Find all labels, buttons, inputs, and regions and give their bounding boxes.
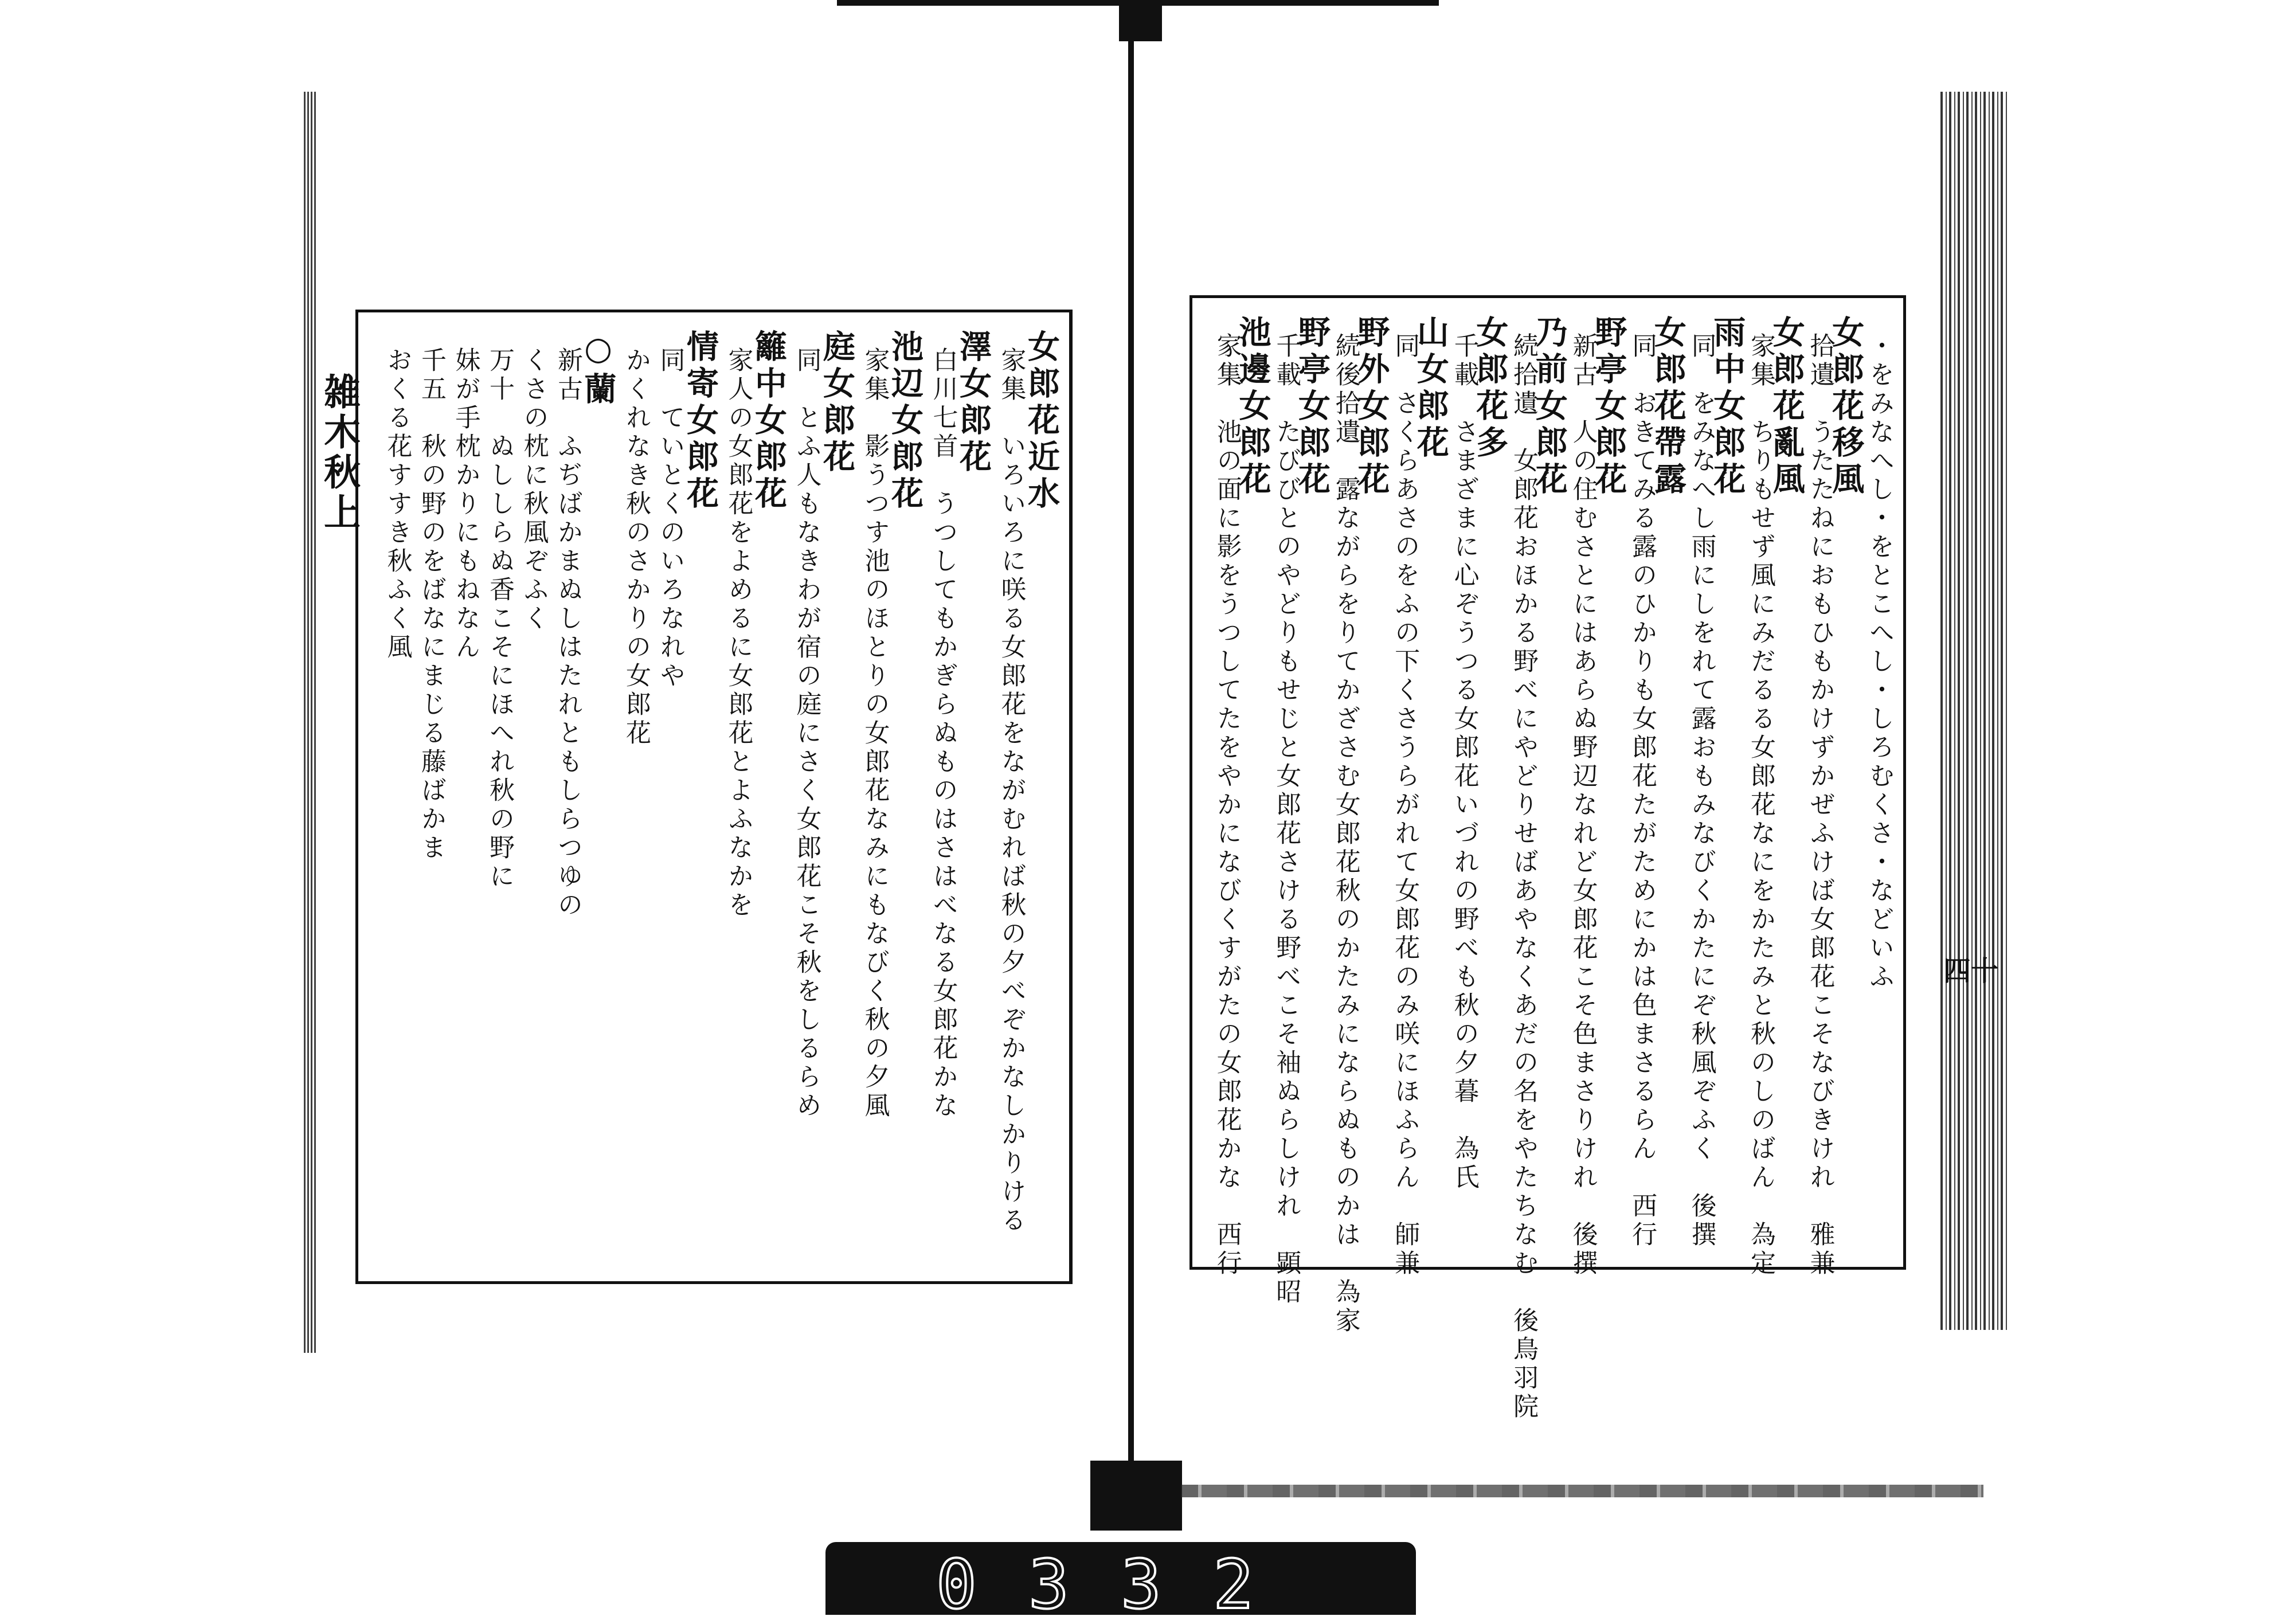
left_page-heading-2: 澤女郎花: [954, 330, 992, 476]
right_page-heading-7: 女郎花帶露: [1649, 315, 1687, 499]
right_page-verse-14: 千載 さまざまに心ぞうつる女郎花いづれの野べも秋の夕暮 為氏: [1449, 332, 1479, 1192]
right_page-verse-16: 同 さくらあさのをふの下くさうらがれて女郎花のみ咲にほふらん 師兼: [1390, 332, 1420, 1278]
left_page-verse-16: 万十 ぬししらぬ香こそにほへれ秋の野に: [485, 347, 514, 891]
page-bottom-shadow: [1181, 1485, 1983, 1497]
left-text-panel: [355, 310, 1073, 1284]
left_page-verse-5: 家集 影うつす池のほとりの女郎花なみにもなびく秋の夕風: [860, 347, 890, 1121]
right_page-heading-11: 乃前女郎花: [1530, 315, 1568, 499]
book-clip-top: [1119, 0, 1162, 41]
right_page-heading-21: 池邊女郎花: [1234, 315, 1272, 499]
left_page-verse-17: 妹が手枕かりにもねなん: [451, 347, 480, 662]
left_page-verse-7: 同 とふ人もなきわが宿の庭にさく女郎花こそ秋をしるらめ: [792, 347, 821, 1121]
right-page-edge: [1940, 92, 2009, 1330]
right_page-verse-12: 続拾遺 女郎花おほかる野べにやどりせばあやなくあだの名をやたちなむ 後鳥羽院: [1509, 332, 1539, 1422]
frame-counter: 0332: [936, 1545, 1306, 1624]
right_page-verse-2: 拾遺 うたたねにおもひもかけずかぜふけば女郎花こそなびきけれ 雅兼: [1805, 332, 1835, 1278]
left_page-verse-18: 千五 秋の野のをばなにまじる藤ばかま: [417, 347, 446, 863]
left_page-heading-13: ○蘭: [579, 330, 617, 409]
folio-number: 四十: [1943, 955, 1999, 987]
right_page-heading-1: 女郎花移風: [1827, 315, 1865, 499]
right_page-verse-4: 家集 ちりもせず風にみだるる女郎花なにをかたみと秋のしのばん 為定: [1746, 332, 1776, 1278]
right_page-heading-17: 野外女郎花: [1352, 315, 1391, 499]
running-head: 雑木秋上: [318, 373, 361, 533]
left_page-verse-14: 新古 ふぢばかまぬしはたれともしらつゆの: [553, 347, 582, 920]
left_page-heading-8: 籬中女郎花: [750, 330, 788, 513]
left-page-edge: [304, 92, 318, 1353]
right_page-verse-20: 千載 たびびとのやどりもせじと女郎花さける野べこそ袖ぬらしけれ 顕昭: [1271, 332, 1301, 1307]
left_page-verse-1: 家集 いろいろに咲る女郎花をながむれば秋の夕べぞかなしかりける: [996, 347, 1026, 1235]
right_page-heading-3: 女郎花亂風: [1767, 315, 1806, 499]
right_page-heading-13: 女郎花多: [1471, 315, 1509, 462]
right_page-heading-19: 野亭女郎花: [1293, 315, 1331, 499]
left_page-verse-19: おくる花すすき秋ふく風: [382, 347, 412, 662]
right_page-verse-8: 同 おきてみる露のひかりも女郎花たがためにかは色まさるらん 西行: [1627, 332, 1657, 1250]
right-text-panel: [1189, 295, 1906, 1422]
right_page-verse-18: 続後拾遺 露ながらをりてかざさむ女郎花秋のかたみにならぬものかは 為家: [1331, 332, 1360, 1336]
left_page-heading-0: 女郎花近水: [1023, 330, 1061, 513]
right_page-heading-9: 野亭女郎花: [1590, 315, 1628, 499]
left_page-heading-10: 情寄女郎花: [682, 330, 719, 513]
right_page-heading-5: 雨中女郎花: [1708, 315, 1747, 499]
left_page-heading-6: 庭女郎花: [818, 330, 856, 476]
left_page-verse-12: かくれなき秋のさかりの女郎花: [621, 347, 651, 748]
book-gutter: [1128, 34, 1134, 1490]
right_page-verse-10: 新古 人の住むさとにはあらぬ野辺なれど女郎花こそ色まさりけれ 後撰: [1568, 332, 1598, 1278]
left_page-verse-11: 同 ていとくのいろなれや: [655, 347, 685, 691]
book-clip-bottom: [1090, 1461, 1182, 1531]
right_page-verse-22: 家集 池の面に影をうつしてたをやかになびくすがたの女郎花かな 西行: [1212, 332, 1242, 1278]
left_page-verse-3: 白川七首 うつしてもかぎらぬものはさはべなる女郎花かな: [928, 347, 958, 1121]
right_page-heading-15: 山女郎花: [1411, 315, 1450, 462]
left_page-verse-9: 家人の女郎花をよめるに女郎花とよふなかを: [723, 347, 753, 920]
left_page-heading-4: 池辺女郎花: [886, 330, 924, 513]
right_page-verse-0: ・をみなへし・をとこへし・しろむくさ・などいふ: [1865, 332, 1894, 992]
left_page-verse-15: くさの枕に秋風ぞふく: [519, 347, 549, 633]
right_page-verse-6: 同 をみなへし雨にしをれて露おもみなびくかたにぞ秋風ぞふく 後撰: [1687, 332, 1716, 1250]
